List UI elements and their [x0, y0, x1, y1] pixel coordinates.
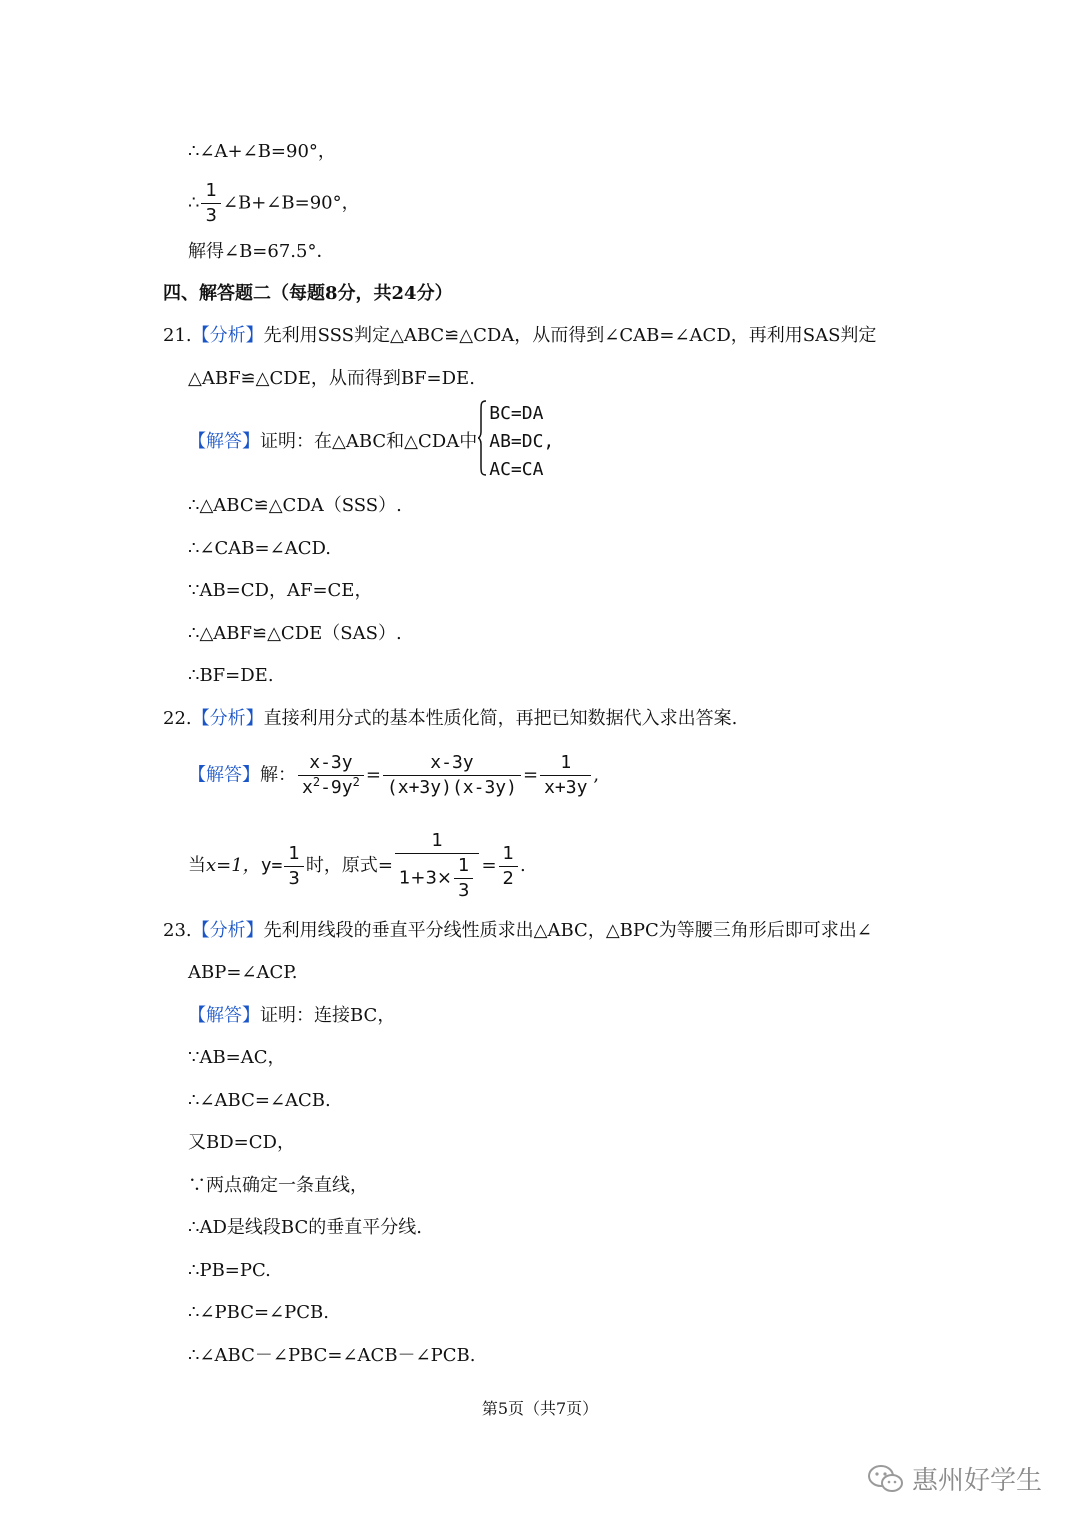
q23-solution-intro: 【解答】证明：连接BC， [188, 1005, 396, 1026]
q23-analysis-line1: 23.【分析】先利用线段的垂直平分线性质求出△ABC，△BPC为等腰三角形后即可求出∠ [163, 920, 872, 941]
q21-equation-system: BC=DA AB=DC, AC=CA [477, 400, 554, 484]
q21-analysis-tag: 【分析】 [191, 325, 264, 346]
line-third-angle: ∴ $\frac{1}{3}$ ∠B+∠B=90°， [188, 180, 360, 226]
q21-solution-intro: 【解答】证明：在△ABC和△CDA中 BC=DA AB=DC, AC=CA [188, 400, 554, 488]
line-solve-angle-b: 解得∠B=67.5°． [188, 241, 335, 262]
q23-solution-tag: 【解答】 [188, 1005, 260, 1026]
fraction-original: $\frac{x-3y}{x^2-9y^2}$ [298, 752, 364, 799]
q23-step8: ∴∠ABC－∠PBC=∠ACB－∠PCB. [188, 1345, 476, 1366]
page-footer: 第5页（共7页） [481, 1399, 599, 1418]
left-brace-icon [477, 400, 487, 476]
q23-step4: ∵两点确定一条直线， [188, 1175, 368, 1196]
q23-analysis-tag: 【分析】 [191, 920, 264, 941]
q21-step3: ∵AB=CD，AF=CE， [188, 580, 373, 601]
fraction-factored: $\frac{x-3y}{(x+3y)(x-3y)}$ [383, 752, 521, 799]
q22-substitution: 当x=1，y= $\frac{1}{3}$ 时，原式= 1 1+3× $\frac{1}{3}$ = $\frac{1}{2}$ . [188, 830, 526, 901]
q21-step5: ∴BF=DE. [188, 665, 274, 686]
q23-step2: ∴∠ABC=∠ACB. [188, 1090, 331, 1111]
q23-step3: 又BD=CD， [188, 1132, 295, 1153]
q23-analysis-line2: ABP=∠ACP. [188, 962, 298, 983]
q23-step1: ∵AB=AC， [188, 1047, 286, 1068]
q22-solution-equation: 【解答】解： $\frac{x-3y}{x^2-9y^2}$ = $\frac{x-3y}{(x+3y)(x-3y)}$ = $\frac{1}{x+3y}$ , [188, 752, 600, 798]
watermark [866, 1460, 1042, 1497]
q21-step2: ∴∠CAB=∠ACD. [188, 538, 331, 559]
q21-step4: ∴△ABF≌△CDE（SAS）. [188, 623, 402, 644]
watermark-text: 惠州好学生 [912, 1466, 1043, 1496]
wechat-icon [866, 1463, 906, 1495]
fraction-simplified: $\frac{1}{x+3y}$ [540, 752, 591, 799]
q22-solution-tag: 【解答】 [188, 764, 260, 786]
fraction-substituted: 1 1+3× $\frac{1}{3}$ [395, 830, 480, 902]
fraction-result-half: $\frac{1}{2}$ [499, 843, 518, 890]
fraction-y-value: $\frac{1}{3}$ [284, 843, 303, 890]
q21-solution-tag: 【解答】 [188, 431, 260, 452]
line-angle-sum: ∴∠A+∠B=90°， [188, 141, 336, 162]
section-heading-4: 四、解答题二（每题8分，共24分） [163, 283, 453, 304]
q23-step5: ∴AD是线段BC的垂直平分线. [188, 1217, 422, 1238]
q21-step1: ∴△ABC≌△CDA（SSS）. [188, 495, 402, 516]
q23-step7: ∴∠PBC=∠PCB. [188, 1302, 329, 1323]
q23-step6: ∴PB=PC. [188, 1260, 271, 1281]
q22-analysis-line: 22.【分析】直接利用分式的基本性质化简，再把已知数据代入求出答案. [163, 708, 738, 729]
q21-analysis-line1: 21.【分析】先利用SSS判定△ABC≌△CDA，从而得到∠CAB=∠ACD，再利用SAS判定 [163, 325, 877, 346]
fraction-one-third: $\frac{1}{3}$ [201, 180, 220, 227]
q22-analysis-tag: 【分析】 [191, 708, 264, 729]
q21-analysis-line2: △ABF≌△CDE，从而得到BF=DE. [188, 368, 475, 389]
